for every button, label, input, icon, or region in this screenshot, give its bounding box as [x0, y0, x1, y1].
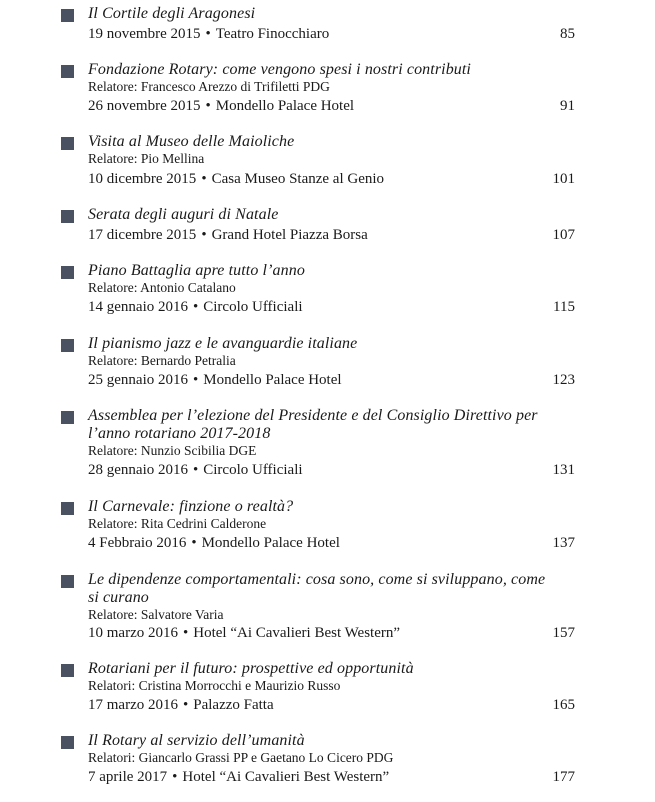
square-bullet-icon [61, 575, 74, 588]
page-number: 101 [552, 171, 575, 187]
square-bullet-icon [61, 9, 74, 22]
page-number: 91 [560, 98, 575, 114]
entry-date: 4 Febbraio 2016 [88, 535, 187, 551]
page-number: 123 [552, 372, 575, 388]
page-number: 177 [552, 769, 575, 785]
entry-date: 10 dicembre 2015 [88, 171, 197, 187]
square-bullet-icon [61, 65, 74, 78]
entry-title: Fondazione Rotary: come vengono spesi i nostri contributi [88, 61, 471, 78]
square-bullet-icon [61, 339, 74, 352]
entry-venue: Mondello Palace Hotel [215, 98, 355, 114]
entry-date-venue [88, 768, 389, 786]
entry-venue: Hotel “Ai Cavalieri Best Western” [193, 625, 401, 641]
entry-venue: Grand Hotel Piazza Borsa [211, 227, 368, 243]
entry-date-venue [88, 25, 329, 43]
entry-title: Le dipendenze comportamentali: cosa sono, come si sviluppano, come si curano [88, 571, 546, 606]
entry-date: 7 aprile 2017 [88, 769, 168, 785]
entry-speaker: Relatore: Rita Cedrini Calderone [88, 516, 267, 531]
entry-speaker: Relatore: Francesco Arezzo di Trifiletti PDG [88, 79, 330, 94]
entry-venue: Palazzo Fatta [193, 697, 274, 713]
separator-bullet: • [201, 171, 207, 187]
entry-date: 17 dicembre 2015 [88, 227, 197, 243]
square-bullet-icon [61, 411, 74, 424]
entry-venue: Mondello Palace Hotel [201, 535, 340, 551]
entry-speaker: Relatore: Pio Mellina [88, 151, 205, 166]
entry-speaker: Relatore: Bernardo Petralia [88, 353, 236, 368]
separator-bullet: • [182, 625, 189, 641]
page-number: 107 [552, 227, 575, 243]
entry-venue: Teatro Finocchiaro [215, 26, 330, 42]
entry-speaker: Relatori: Giancarlo Grassi PP e Gaetano Lo Cicero PDG [88, 750, 394, 765]
entry-date: 19 novembre 2015 [88, 26, 201, 42]
entry-venue: Circolo Ufficiali [203, 462, 303, 478]
square-bullet-icon [61, 210, 74, 223]
page-number: 157 [552, 625, 575, 641]
page-number: 165 [552, 697, 575, 713]
entry-title: Rotariani per il futuro: prospettive ed opportunità [88, 660, 414, 677]
entry-title: Il Rotary al servizio dell’umanità [88, 732, 305, 749]
entry-date-venue [88, 371, 342, 389]
separator-bullet: • [205, 26, 211, 42]
entry-date: 26 novembre 2015 [88, 98, 201, 114]
entry-date-venue [88, 534, 340, 552]
separator-bullet: • [182, 697, 189, 713]
entry-date-venue [88, 298, 303, 316]
entry-title: Assemblea per l’elezione del Presidente e del Consiglio Direttivo per l’anno rotariano 2017-2018 [88, 407, 538, 442]
entry-title: Il pianismo jazz e le avanguardie italiane [88, 335, 358, 352]
entry-title: Il Cortile degli Aragonesi [88, 5, 256, 22]
square-bullet-icon [61, 137, 74, 150]
entry-venue: Casa Museo Stanze al Genio [211, 171, 385, 187]
square-bullet-icon [61, 266, 74, 279]
entry-date: 10 marzo 2016 [88, 625, 178, 641]
separator-bullet: • [201, 227, 207, 243]
separator-bullet: • [191, 535, 197, 551]
separator-bullet: • [192, 299, 199, 315]
entry-date: 17 marzo 2016 [88, 697, 178, 713]
separator-bullet: • [192, 462, 199, 478]
page-number: 115 [553, 299, 575, 315]
entry-speaker: Relatori: Cristina Morrocchi e Maurizio Russo [88, 678, 341, 693]
entry-date-venue [88, 97, 354, 115]
page-number: 137 [552, 535, 575, 551]
entry-title: Piano Battaglia apre tutto l’anno [88, 262, 305, 279]
entry-title: Serata degli auguri di Natale [88, 206, 279, 223]
entry-date-venue [88, 226, 368, 244]
separator-bullet: • [172, 769, 178, 785]
entry-date-venue [88, 696, 274, 714]
entry-date: 28 gennaio 2016 [88, 462, 188, 478]
entry-venue: Mondello Palace Hotel [203, 372, 342, 388]
entry-title: Il Carnevale: finzione o realtà? [88, 498, 294, 515]
entry-speaker: Relatore: Nunzio Scibilia DGE [88, 443, 257, 458]
entry-date-venue [88, 624, 400, 642]
separator-bullet: • [192, 372, 199, 388]
entry-date-venue [88, 170, 384, 188]
page-number: 85 [560, 26, 575, 42]
page-number: 131 [552, 462, 575, 478]
entry-title: Visita al Museo delle Maioliche [88, 133, 295, 150]
square-bullet-icon [61, 664, 74, 677]
square-bullet-icon [61, 736, 74, 749]
entry-speaker: Relatore: Salvatore Varia [88, 607, 224, 622]
entry-venue: Hotel “Ai Cavalieri Best Western” [182, 769, 390, 785]
entry-venue: Circolo Ufficiali [203, 299, 303, 315]
entry-speaker: Relatore: Antonio Catalano [88, 280, 236, 295]
separator-bullet: • [205, 98, 211, 114]
entry-date: 14 gennaio 2016 [88, 299, 188, 315]
square-bullet-icon [61, 502, 74, 515]
entry-date-venue [88, 461, 303, 479]
entry-date: 25 gennaio 2016 [88, 372, 188, 388]
